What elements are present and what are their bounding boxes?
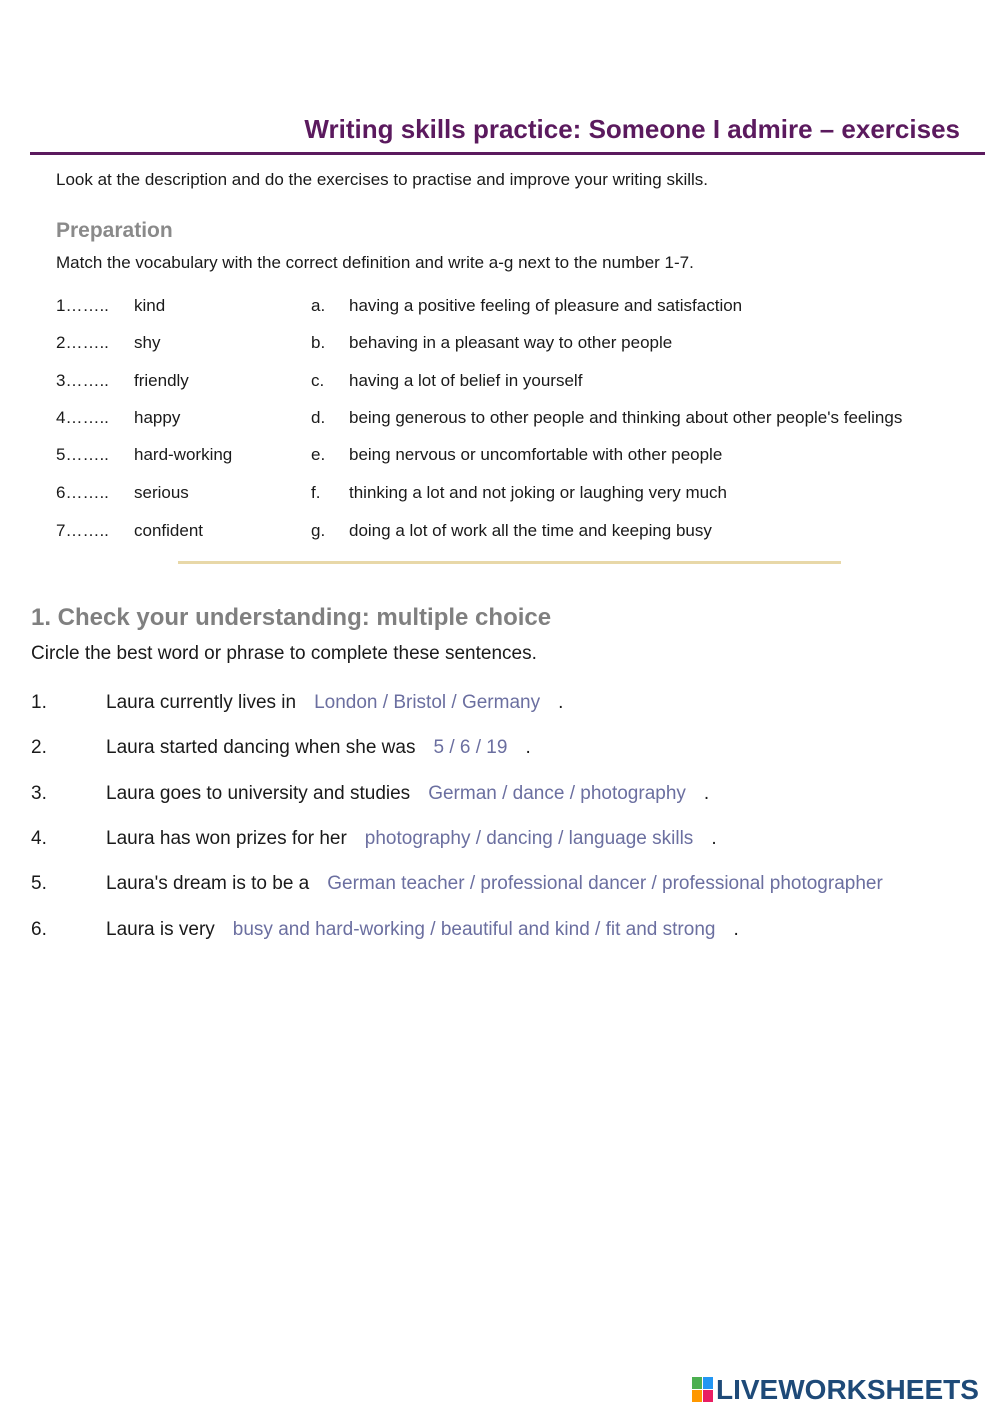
vocab-word: shy (134, 333, 161, 352)
mc-options-dropdown[interactable]: 5 / 6 / 19 (433, 737, 508, 758)
vocab-number[interactable]: 6…….. (56, 483, 109, 502)
vocab-row (0, 408, 1000, 438)
mc-number: 2. (31, 737, 47, 758)
mc-options-dropdown[interactable]: German teacher / professional dancer / professional photographer (327, 873, 883, 894)
definition-text: behaving in a pleasant way to other people (349, 333, 673, 352)
mc-stem: Laura has won prizes for her (106, 828, 347, 849)
mc-item (0, 737, 1000, 769)
definition-text: doing a lot of work all the time and keeping busy (349, 521, 712, 540)
definition-text: having a positive feeling of pleasure and satisfaction (349, 296, 743, 315)
section1-instruction: Circle the best word or phrase to complete these sentences. (31, 643, 537, 664)
vocab-number[interactable]: 1…….. (56, 296, 109, 315)
definition-letter: a. (311, 296, 326, 315)
definition-text: being generous to other people and thinking about other people's feelings (349, 408, 903, 427)
mc-item (0, 919, 1000, 951)
mc-number: 4. (31, 828, 47, 849)
vocab-number[interactable]: 4…….. (56, 408, 109, 427)
vocab-row (0, 445, 1000, 475)
mc-item (0, 692, 1000, 724)
vocab-row (0, 521, 1000, 551)
mc-options-dropdown[interactable]: photography / dancing / language skills (364, 828, 694, 849)
mc-number: 6. (31, 919, 47, 940)
liveworksheets-logo-icon (692, 1377, 714, 1403)
preparation-instruction: Match the vocabulary with the correct definition and write a-g next to the number 1-7. (56, 253, 694, 272)
definition-text: having a lot of belief in yourself (349, 371, 583, 390)
page-title: Writing skills practice: Someone I admire – exercises (304, 114, 960, 144)
vocab-word: confident (134, 521, 203, 540)
vocab-row (0, 483, 1000, 513)
definition-text: being nervous or uncomfortable with other people (349, 445, 723, 464)
mc-stem: Laura is very (106, 919, 215, 940)
vocab-word: friendly (134, 371, 189, 390)
mc-item (0, 873, 1000, 905)
mc-item (0, 783, 1000, 815)
logo-text: LIVEWORKSHEETS (716, 1374, 979, 1405)
vocab-row (0, 333, 1000, 363)
mc-number: 3. (31, 783, 47, 804)
liveworksheets-logo[interactable] (692, 1374, 979, 1408)
vocab-word: happy (134, 408, 181, 427)
vocab-word: kind (134, 296, 166, 315)
mc-number: 5. (31, 873, 47, 894)
intro-text: Look at the description and do the exercises to practise and improve your writing skills. (56, 170, 708, 189)
preparation-heading: Preparation (56, 219, 173, 242)
vocab-number[interactable]: 3…….. (56, 371, 109, 390)
section-divider (178, 561, 841, 564)
vocab-row (0, 296, 1000, 326)
mc-options-dropdown[interactable]: busy and hard-working / beautiful and kind / fit and strong (232, 919, 716, 940)
mc-stem: Laura's dream is to be a (106, 873, 310, 894)
definition-letter: f. (311, 483, 321, 502)
mc-end-punct: . (558, 692, 564, 713)
mc-end-punct: . (711, 828, 717, 849)
definition-text: thinking a lot and not joking or laughing very much (349, 483, 728, 502)
title-divider (30, 152, 985, 155)
definition-letter: g. (311, 521, 326, 540)
vocab-word: serious (134, 483, 189, 502)
vocab-word: hard-working (134, 445, 233, 464)
vocab-number[interactable]: 2…….. (56, 333, 109, 352)
mc-end-punct: . (733, 919, 739, 940)
mc-end-punct: . (525, 737, 531, 758)
mc-options-dropdown[interactable]: London / Bristol / Germany (314, 692, 541, 713)
mc-stem: Laura started dancing when she was (106, 737, 416, 758)
vocab-number[interactable]: 5…….. (56, 445, 109, 464)
mc-options-dropdown[interactable]: German / dance / photography (428, 783, 686, 804)
mc-stem: Laura currently lives in (106, 692, 297, 713)
definition-letter: b. (311, 333, 326, 352)
definition-letter: e. (311, 445, 326, 464)
mc-stem: Laura goes to university and studies (106, 783, 411, 804)
vocab-row (0, 371, 1000, 401)
section1-heading: 1. Check your understanding: multiple choice (31, 604, 552, 631)
mc-end-punct: . (703, 783, 710, 804)
definition-letter: d. (311, 408, 326, 427)
vocab-number[interactable]: 7…….. (56, 521, 109, 540)
definition-letter: c. (311, 371, 325, 390)
mc-number: 1. (31, 692, 47, 713)
mc-item (0, 828, 1000, 860)
